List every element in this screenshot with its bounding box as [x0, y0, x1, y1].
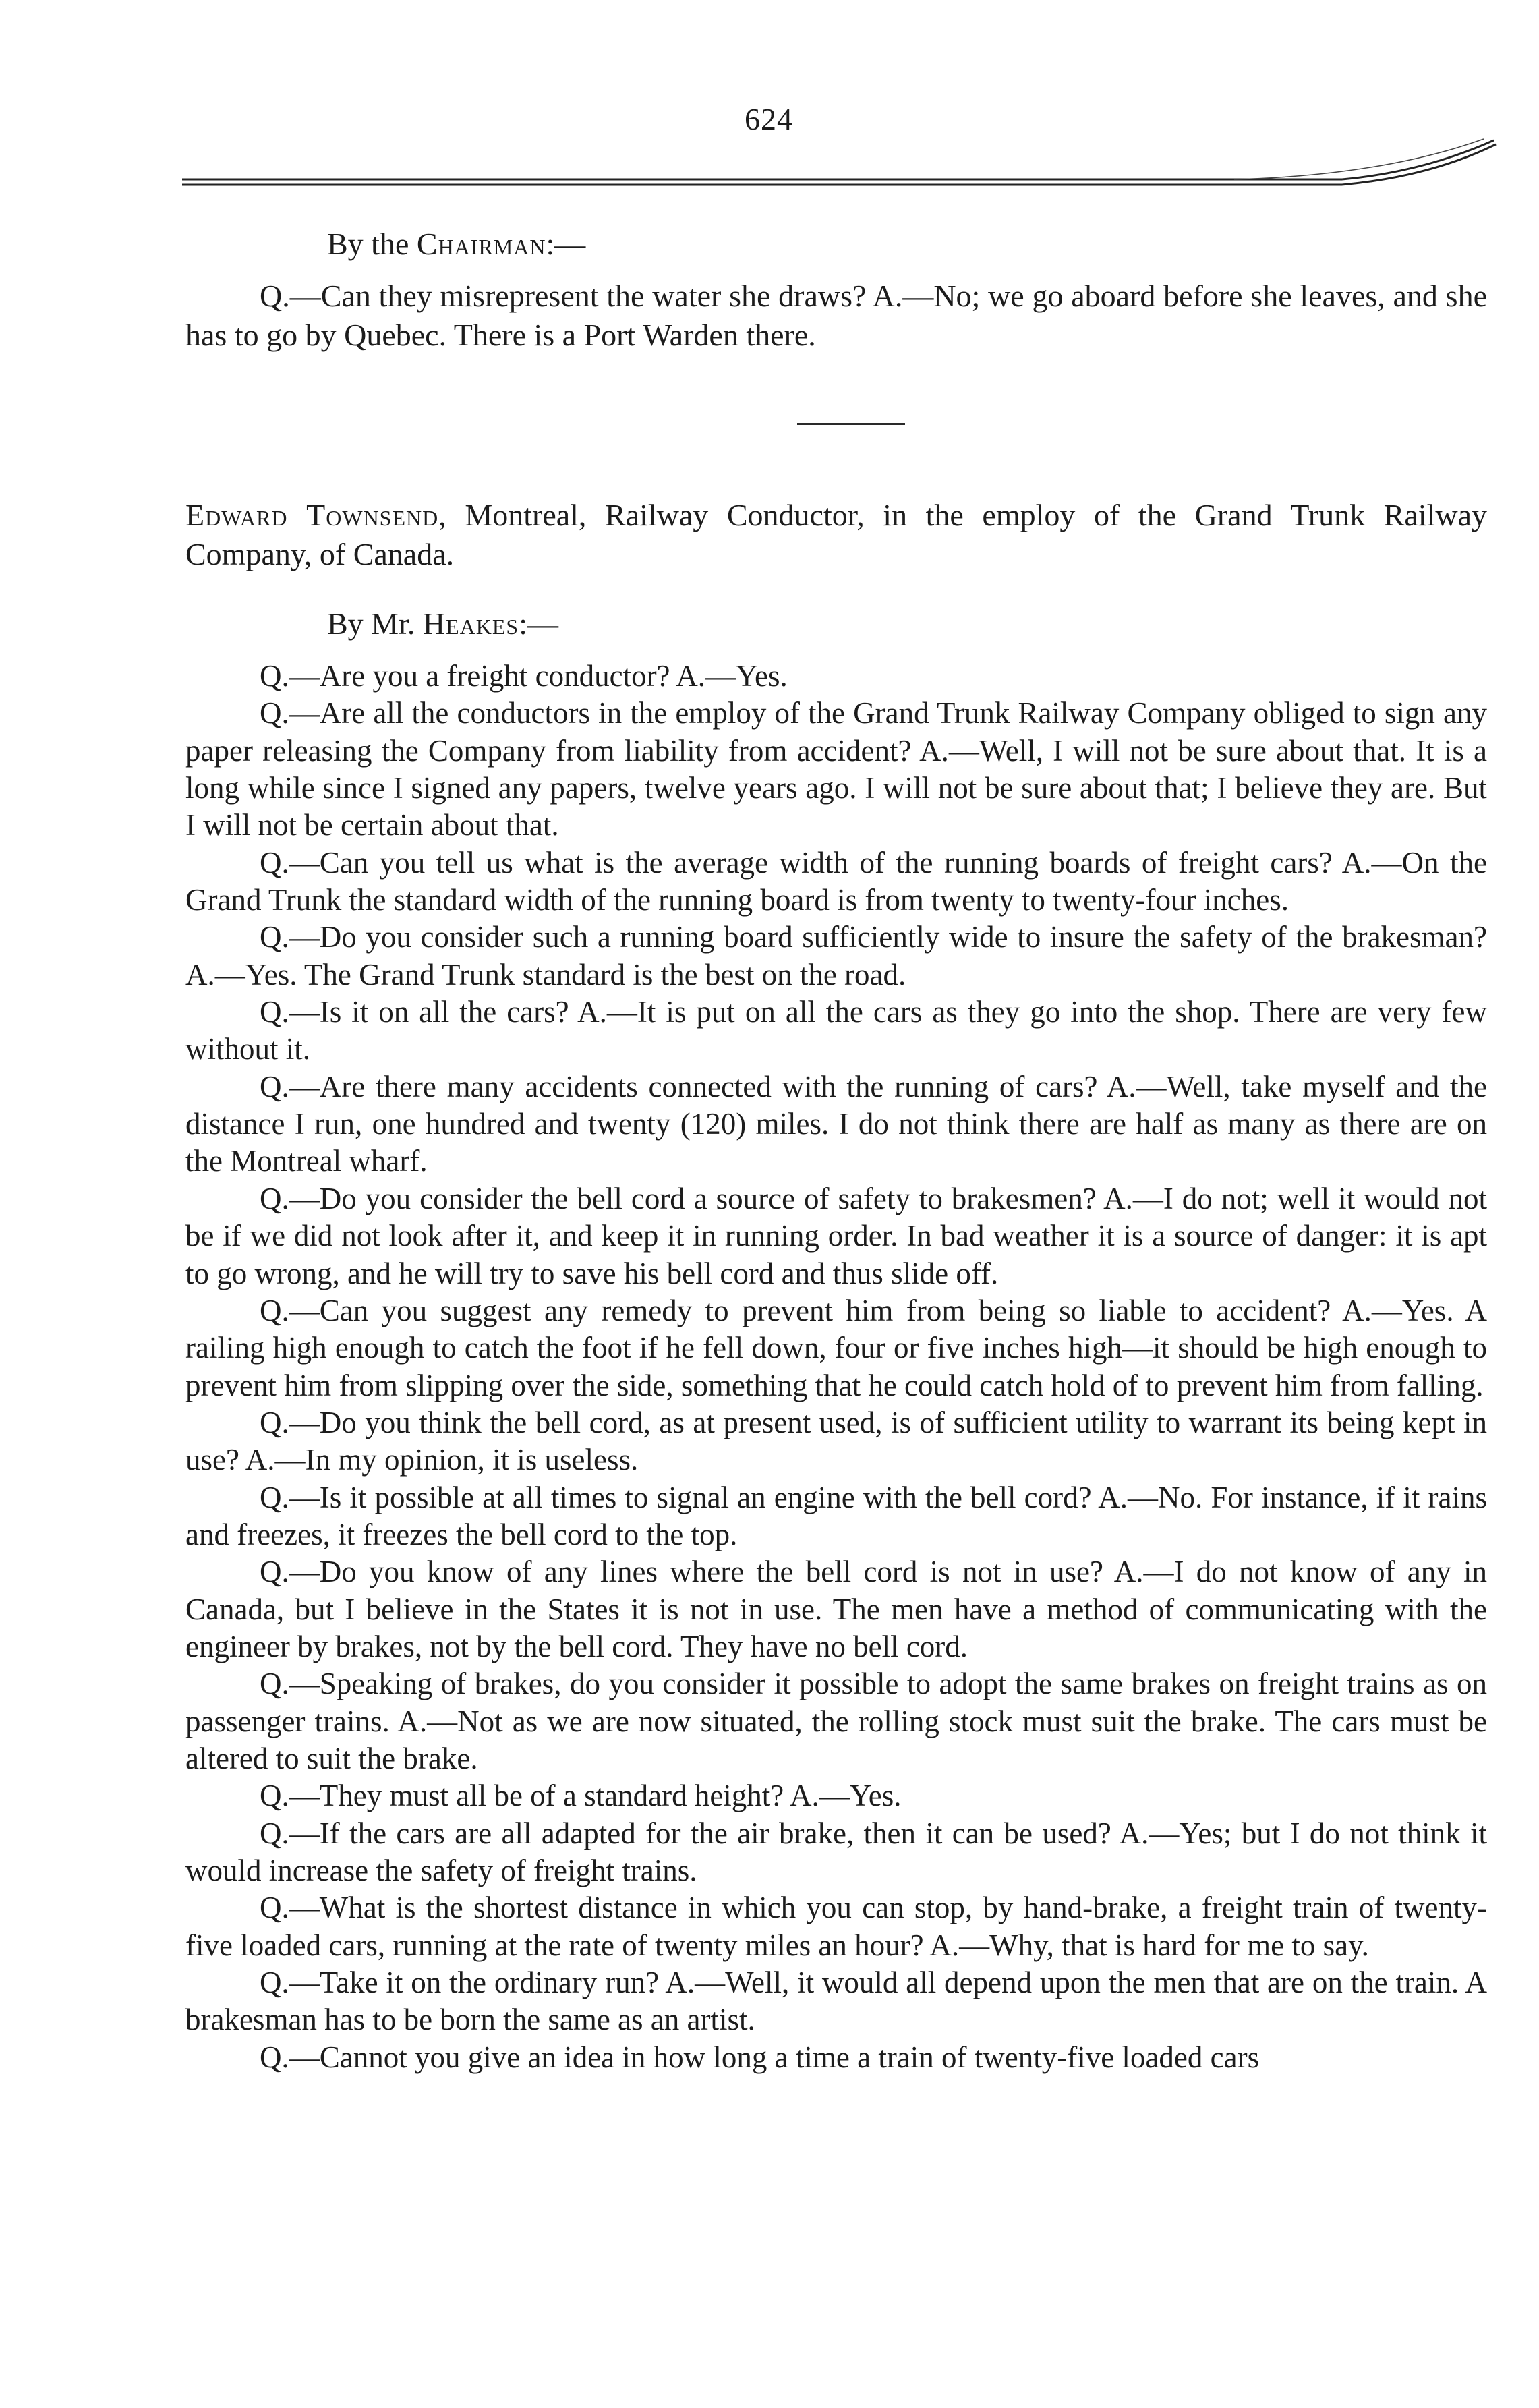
qa-paragraph: Q.—Speaking of brakes, do you consider it possible to adopt the same brakes on freight trains as on passenger trains. A.—Not as we are now situated, the rolling stock must suit the brake. The cars must be altered to suit the brake. [185, 1667, 1487, 1775]
section2-byline [327, 606, 558, 641]
byline-prefix: By the [327, 227, 417, 261]
qa-paragraph: Q.—Can you suggest any remedy to prevent him from being so liable to accident? A.—Yes. A railing high enough to catch the foot if he fell down, four or five inches high—it should be high enough to prevent him from slipping over the side, something that he could catch hold of to prevent him from falling. [185, 1293, 1487, 1402]
qa-paragraph: Q.—Do you think the bell cord, as at present used, is of sufficient utility to warrant its being kept in use? A.—In my opinion, it is useless. [185, 1405, 1487, 1477]
page-number: 624 [745, 102, 793, 136]
byline-prefix: By Mr. [327, 606, 423, 641]
byline-speaker: Heakes [422, 606, 519, 641]
header-rule [182, 135, 1497, 189]
qa-paragraph: Q.—Is it possible at all times to signal an engine with the bell cord? A.—No. For instance, if it rains and freezes, it freezes the bell cord to the top. [185, 1480, 1487, 1551]
qa-paragraph: Q.—Do you consider such a running board sufficiently wide to insure the safety of the brakesman? A.—Yes. The Grand Trunk standard is the best on the road. [185, 920, 1487, 992]
qa-paragraph: Q.—If the cars are all adapted for the air brake, then it can be used? A.—Yes; but I do not think it would increase the safety of freight trains. [185, 1816, 1487, 1887]
section1-body [185, 277, 1487, 355]
section1-byline [327, 226, 585, 262]
byline-speaker: Chairman [416, 227, 546, 261]
section2-body [185, 658, 1487, 2076]
witness-paragraph [185, 496, 1487, 575]
qa-paragraph: Q.—Take it on the ordinary run? A.—Well, it would all depend upon the men that are on the train. A brakesman has to be born the same as an artist. [185, 1966, 1487, 2037]
qa-paragraph: Q.—What is the shortest distance in which you can stop, by hand-brake, a freight train of twenty-five loaded cars, running at the rate of twenty miles an hour? A.—Why, that is hard for me to say. [185, 1891, 1487, 1962]
witness-heading [185, 496, 1487, 575]
witness-description: , Montreal, Railway Conductor, in the employ of the Grand Trunk Railway Company, of Canada. [185, 498, 1487, 572]
byline-suffix: :— [519, 606, 558, 641]
qa-paragraph: Q.—Are there many accidents connected with the running of cars? A.—Well, take myself and the distance I run, one hundred and twenty (120) miles. I do not think there are half as many as there are on the Montreal wharf. [185, 1069, 1487, 1178]
qa-paragraph: Q.—Can you tell us what is the average width of the running boards of freight cars? A.—On the Grand Trunk the standard width of the running board is from twenty to twenty-four inches. [185, 845, 1487, 917]
qa-paragraph: Q.—Are all the conductors in the employ of the Grand Trunk Railway Company obliged to sign any paper releasing the Company from liability from accident? A.—Well, I will not be sure about that. It is a long while since I signed any papers, twelve years ago. I will not be sure about that; I believe they are. But I will not be certain about that. [185, 696, 1487, 842]
witness-name: Edward Townsend [185, 498, 439, 532]
qa-paragraph: Q.—They must all be of a standard height? A.—Yes. [260, 1779, 902, 1813]
qa-paragraph: Q.—Cannot you give an idea in how long a time a train of twenty-five loaded cars [260, 2040, 1260, 2074]
qa-paragraph: Q.—Do you know of any lines where the bell cord is not in use? A.—I do not know of any in Canada, but I believe in the States it is not in use. The men have a method of communicating with the engineer by brakes, not by the bell cord. They have no bell cord. [185, 1555, 1487, 1663]
byline-suffix: :— [546, 227, 586, 261]
header-rule-graphic [182, 135, 1497, 189]
qa-paragraph: Q.—Is it on all the cars? A.—It is put on all the cars as they go into the shop. There are very few without it. [185, 995, 1487, 1066]
section-divider [797, 423, 905, 425]
qa-paragraph: Q.—Can they misrepresent the water she draws? A.—No; we go aboard before she leaves, and she has to go by Quebec. There is a Port Warden there. [185, 279, 1487, 353]
qa-paragraph: Q.—Are you a freight conductor? A.—Yes. [260, 659, 788, 693]
qa-paragraph: Q.—Do you consider the bell cord a source of safety to brakesmen? A.—I do not; well it would not be if we did not look after it, and keep it in running order. In bad weather it is a source of danger: it is apt to go wrong, and he will try to save his bell cord and thus slide off. [185, 1181, 1487, 1290]
